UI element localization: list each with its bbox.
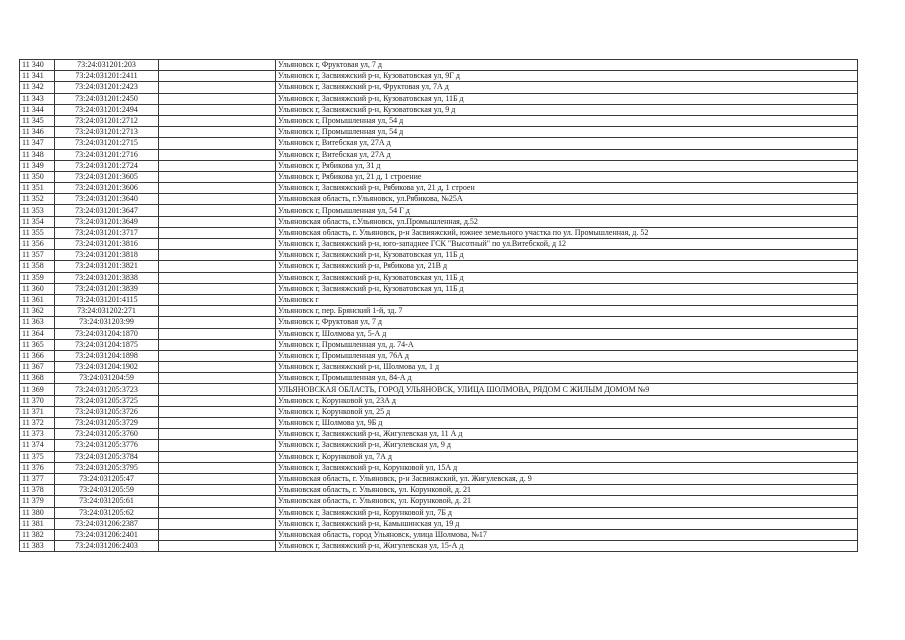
cadastral-number-cell: 73:24:031205:3784 xyxy=(55,451,159,462)
empty-cell xyxy=(159,261,276,272)
cadastral-number-cell: 73:24:031206:2401 xyxy=(55,529,159,540)
table-row xyxy=(20,93,858,104)
table-row xyxy=(20,395,858,406)
empty-cell xyxy=(159,93,276,104)
cadastral-number-cell: 73:24:031204:1870 xyxy=(55,328,159,339)
row-number-cell: 11 382 xyxy=(20,529,55,540)
address-cell: Ульяновск г, Промышленная ул, 54 д xyxy=(276,115,858,126)
address-cell: Ульяновск г, Засвияжский р-н, Фруктовая ул, 7А д xyxy=(276,82,858,93)
table-row xyxy=(20,462,858,473)
empty-cell xyxy=(159,82,276,93)
empty-cell xyxy=(159,507,276,518)
row-number-cell: 11 383 xyxy=(20,541,55,552)
row-number-cell: 11 373 xyxy=(20,429,55,440)
empty-cell xyxy=(159,362,276,373)
row-number-cell: 11 342 xyxy=(20,82,55,93)
table-row xyxy=(20,541,858,552)
table-row xyxy=(20,317,858,328)
address-cell: Ульяновск г, Корунковой ул, 25 д xyxy=(276,406,858,417)
cadastral-number-cell: 73:24:031205:59 xyxy=(55,485,159,496)
cadastral-number-cell: 73:24:031201:3605 xyxy=(55,171,159,182)
cadastral-number-cell: 73:24:031201:2713 xyxy=(55,127,159,138)
cadastral-number-cell: 73:24:031205:3726 xyxy=(55,406,159,417)
cadastral-number-cell: 73:24:031201:3818 xyxy=(55,250,159,261)
row-number-cell: 11 349 xyxy=(20,160,55,171)
cadastral-number-cell: 73:24:031201:2411 xyxy=(55,71,159,82)
empty-cell xyxy=(159,518,276,529)
cadastral-number-cell: 73:24:031205:62 xyxy=(55,507,159,518)
register-rows xyxy=(20,60,858,552)
table-row xyxy=(20,529,858,540)
table-row xyxy=(20,82,858,93)
address-cell: Ульяновск г, Витебская ул, 27А д xyxy=(276,149,858,160)
cadastral-number-cell: 73:24:031206:2403 xyxy=(55,541,159,552)
address-cell: Ульяновская область, г. Ульяновск, р-н Засвияжский, ул. Жигулевская, д. 9 xyxy=(276,473,858,484)
address-cell: Ульяновск г, Рябикова ул, 21 д, 1 строение xyxy=(276,171,858,182)
row-number-cell: 11 345 xyxy=(20,115,55,126)
cadastral-number-cell: 73:24:031201:203 xyxy=(55,60,159,71)
address-cell: Ульяновск г, Промышленная ул, 84-А д xyxy=(276,373,858,384)
table-row xyxy=(20,384,858,395)
address-cell: Ульяновск г, Засвияжский р-н, Жигулевская ул, 15-А д xyxy=(276,541,858,552)
cadastral-number-cell: 73:24:031204:59 xyxy=(55,373,159,384)
row-number-cell: 11 353 xyxy=(20,205,55,216)
address-cell: Ульяновск г, Засвияжский р-н, Корунковой ул, 7Б д xyxy=(276,507,858,518)
address-cell: Ульяновск г, Корунковой ул, 7А д xyxy=(276,451,858,462)
table-row xyxy=(20,194,858,205)
empty-cell xyxy=(159,306,276,317)
row-number-cell: 11 376 xyxy=(20,462,55,473)
address-cell: Ульяновск г, Засвияжский р-н, Корунковой ул, 15А д xyxy=(276,462,858,473)
address-cell: Ульяновск г, Промышленная ул, д. 74-А xyxy=(276,339,858,350)
row-number-cell: 11 357 xyxy=(20,250,55,261)
row-number-cell: 11 366 xyxy=(20,350,55,361)
table-row xyxy=(20,429,858,440)
address-cell: Ульяновск г, Фруктовая ул, 7 д xyxy=(276,60,858,71)
empty-cell xyxy=(159,485,276,496)
address-cell: Ульяновск г, Корунковой ул, 23А д xyxy=(276,395,858,406)
empty-cell xyxy=(159,227,276,238)
cadastral-register-table xyxy=(19,59,858,552)
cadastral-number-cell: 73:24:031205:3776 xyxy=(55,440,159,451)
address-cell: Ульяновск г, Засвияжский р-н, Кузоватовская ул, 9 д xyxy=(276,104,858,115)
row-number-cell: 11 375 xyxy=(20,451,55,462)
row-number-cell: 11 362 xyxy=(20,306,55,317)
row-number-cell: 11 364 xyxy=(20,328,55,339)
cadastral-number-cell: 73:24:031205:3723 xyxy=(55,384,159,395)
address-cell: Ульяновск г, пер. Брянский 1-й, зд. 7 xyxy=(276,306,858,317)
address-cell: Ульяновск г, Промышленная ул, 54 д xyxy=(276,127,858,138)
address-cell: Ульяновск г, Фруктовая ул, 7 д xyxy=(276,317,858,328)
address-cell: Ульяновск г, Шолмова ул, 5-А д xyxy=(276,328,858,339)
empty-cell xyxy=(159,451,276,462)
empty-cell xyxy=(159,473,276,484)
table-row xyxy=(20,171,858,182)
table-row xyxy=(20,485,858,496)
row-number-cell: 11 355 xyxy=(20,227,55,238)
address-cell: Ульяновск г, Засвияжский р-н, Рябикова ул, 21В д xyxy=(276,261,858,272)
cadastral-number-cell: 73:24:031205:3795 xyxy=(55,462,159,473)
address-cell: Ульяновск г, Засвияжский р-н, Кузоватовская ул, 11Б д xyxy=(276,272,858,283)
table-row xyxy=(20,440,858,451)
cadastral-number-cell: 73:24:031201:3649 xyxy=(55,216,159,227)
row-number-cell: 11 347 xyxy=(20,138,55,149)
table-row xyxy=(20,496,858,507)
empty-cell xyxy=(159,384,276,395)
table-row xyxy=(20,239,858,250)
empty-cell xyxy=(159,127,276,138)
row-number-cell: 11 356 xyxy=(20,239,55,250)
address-cell: Ульяновск г, Засвияжский р-н, Рябикова ул, 21 д, 1 строен xyxy=(276,183,858,194)
empty-cell xyxy=(159,71,276,82)
table-row xyxy=(20,306,858,317)
cadastral-number-cell: 73:24:031201:3821 xyxy=(55,261,159,272)
cadastral-number-cell: 73:24:031201:3717 xyxy=(55,227,159,238)
address-cell: Ульяновск г, Промышленная ул, 54 Г д xyxy=(276,205,858,216)
empty-cell xyxy=(159,183,276,194)
empty-cell xyxy=(159,328,276,339)
row-number-cell: 11 363 xyxy=(20,317,55,328)
table-row xyxy=(20,507,858,518)
table-row xyxy=(20,127,858,138)
address-cell: Ульяновск г, Засвияжский р-н, Кузоватовская ул, 11Б д xyxy=(276,283,858,294)
row-number-cell: 11 350 xyxy=(20,171,55,182)
empty-cell xyxy=(159,395,276,406)
cadastral-number-cell: 73:24:031201:2724 xyxy=(55,160,159,171)
register-sheet xyxy=(19,59,858,552)
table-row xyxy=(20,272,858,283)
table-row xyxy=(20,328,858,339)
empty-cell xyxy=(159,60,276,71)
cadastral-number-cell: 73:24:031201:2716 xyxy=(55,149,159,160)
empty-cell xyxy=(159,496,276,507)
cadastral-number-cell: 73:24:031202:271 xyxy=(55,306,159,317)
empty-cell xyxy=(159,440,276,451)
empty-cell xyxy=(159,216,276,227)
address-cell: Ульяновская область, г. Ульяновск, ул. Корунковой, д. 21 xyxy=(276,496,858,507)
address-cell: Ульяновск г, Засвияжский р-н, Камышинская ул, 19 д xyxy=(276,518,858,529)
empty-cell xyxy=(159,250,276,261)
row-number-cell: 11 371 xyxy=(20,406,55,417)
address-cell: Ульяновск г, Засвияжский р-н, Шолмова ул, 1 д xyxy=(276,362,858,373)
table-row xyxy=(20,205,858,216)
row-number-cell: 11 343 xyxy=(20,93,55,104)
empty-cell xyxy=(159,272,276,283)
row-number-cell: 11 360 xyxy=(20,283,55,294)
row-number-cell: 11 370 xyxy=(20,395,55,406)
cadastral-number-cell: 73:24:031201:4115 xyxy=(55,294,159,305)
table-row xyxy=(20,350,858,361)
empty-cell xyxy=(159,283,276,294)
cadastral-number-cell: 73:24:031201:3606 xyxy=(55,183,159,194)
cadastral-number-cell: 73:24:031203:99 xyxy=(55,317,159,328)
cadastral-number-cell: 73:24:031204:1902 xyxy=(55,362,159,373)
empty-cell xyxy=(159,149,276,160)
cadastral-number-cell: 73:24:031201:3816 xyxy=(55,239,159,250)
empty-cell xyxy=(159,138,276,149)
cadastral-number-cell: 73:24:031205:47 xyxy=(55,473,159,484)
empty-cell xyxy=(159,294,276,305)
address-cell: Ульяновск г xyxy=(276,294,858,305)
cadastral-number-cell: 73:24:031201:2715 xyxy=(55,138,159,149)
table-row xyxy=(20,518,858,529)
empty-cell xyxy=(159,160,276,171)
address-cell: Ульяновск г, Промышленная ул, 76А д xyxy=(276,350,858,361)
row-number-cell: 11 378 xyxy=(20,485,55,496)
row-number-cell: 11 340 xyxy=(20,60,55,71)
empty-cell xyxy=(159,406,276,417)
empty-cell xyxy=(159,194,276,205)
table-row xyxy=(20,160,858,171)
row-number-cell: 11 341 xyxy=(20,71,55,82)
cadastral-number-cell: 73:24:031205:61 xyxy=(55,496,159,507)
row-number-cell: 11 346 xyxy=(20,127,55,138)
cadastral-number-cell: 73:24:031201:3640 xyxy=(55,194,159,205)
empty-cell xyxy=(159,104,276,115)
row-number-cell: 11 369 xyxy=(20,384,55,395)
cadastral-number-cell: 73:24:031205:3725 xyxy=(55,395,159,406)
empty-cell xyxy=(159,317,276,328)
row-number-cell: 11 352 xyxy=(20,194,55,205)
cadastral-number-cell: 73:24:031201:2450 xyxy=(55,93,159,104)
table-row xyxy=(20,451,858,462)
table-row xyxy=(20,373,858,384)
row-number-cell: 11 344 xyxy=(20,104,55,115)
row-number-cell: 11 380 xyxy=(20,507,55,518)
empty-cell xyxy=(159,529,276,540)
table-row xyxy=(20,362,858,373)
table-row xyxy=(20,115,858,126)
cadastral-number-cell: 73:24:031201:3838 xyxy=(55,272,159,283)
row-number-cell: 11 381 xyxy=(20,518,55,529)
cadastral-number-cell: 73:24:031205:3760 xyxy=(55,429,159,440)
empty-cell xyxy=(159,339,276,350)
address-cell: Ульяновская область, город Ульяновск, улица Шолмова, №17 xyxy=(276,529,858,540)
cadastral-number-cell: 73:24:031204:1875 xyxy=(55,339,159,350)
address-cell: Ульяновск г, Засвияжский р-н, юго-западнее ГСК "Высотный" по ул.Витебской, д 12 xyxy=(276,239,858,250)
empty-cell xyxy=(159,115,276,126)
address-cell: Ульяновск г, Рябикова ул, 31 д xyxy=(276,160,858,171)
table-row xyxy=(20,406,858,417)
row-number-cell: 11 365 xyxy=(20,339,55,350)
row-number-cell: 11 361 xyxy=(20,294,55,305)
cadastral-number-cell: 73:24:031201:2423 xyxy=(55,82,159,93)
table-row xyxy=(20,294,858,305)
table-row xyxy=(20,339,858,350)
row-number-cell: 11 351 xyxy=(20,183,55,194)
cadastral-number-cell: 73:24:031201:2712 xyxy=(55,115,159,126)
empty-cell xyxy=(159,373,276,384)
row-number-cell: 11 358 xyxy=(20,261,55,272)
address-cell: Ульяновск г, Витебская ул, 27А д xyxy=(276,138,858,149)
address-cell: Ульяновская область, г. Ульяновск, ул. Корунковой, д. 21 xyxy=(276,485,858,496)
table-row xyxy=(20,227,858,238)
row-number-cell: 11 354 xyxy=(20,216,55,227)
cadastral-number-cell: 73:24:031201:2494 xyxy=(55,104,159,115)
cadastral-number-cell: 73:24:031201:3647 xyxy=(55,205,159,216)
row-number-cell: 11 377 xyxy=(20,473,55,484)
table-row xyxy=(20,261,858,272)
table-row xyxy=(20,283,858,294)
cadastral-number-cell: 73:24:031205:3729 xyxy=(55,418,159,429)
address-cell: Ульяновская область, г.Ульяновск, ул.Промышленная, д.52 xyxy=(276,216,858,227)
empty-cell xyxy=(159,429,276,440)
empty-cell xyxy=(159,418,276,429)
address-cell: УЛЬЯНОВСКАЯ ОБЛАСТЬ, ГОРОД УЛЬЯНОВСК, УЛИЦА ШОЛМОВА, РЯДОМ С ЖИЛЫМ ДОМОМ №9 xyxy=(276,384,858,395)
cadastral-number-cell: 73:24:031204:1898 xyxy=(55,350,159,361)
table-row xyxy=(20,216,858,227)
address-cell: Ульяновск г, Засвияжский р-н, Жигулевская ул, 9 д xyxy=(276,440,858,451)
empty-cell xyxy=(159,171,276,182)
row-number-cell: 11 367 xyxy=(20,362,55,373)
empty-cell xyxy=(159,541,276,552)
table-row xyxy=(20,138,858,149)
empty-cell xyxy=(159,205,276,216)
row-number-cell: 11 348 xyxy=(20,149,55,160)
table-row xyxy=(20,71,858,82)
row-number-cell: 11 372 xyxy=(20,418,55,429)
address-cell: Ульяновская область, г.Ульяновск, ул.Рябикова, №25А xyxy=(276,194,858,205)
row-number-cell: 11 359 xyxy=(20,272,55,283)
empty-cell xyxy=(159,462,276,473)
cadastral-number-cell: 73:24:031206:2387 xyxy=(55,518,159,529)
table-row xyxy=(20,60,858,71)
row-number-cell: 11 379 xyxy=(20,496,55,507)
address-cell: Ульяновск г, Шолмова ул, 9Б д xyxy=(276,418,858,429)
table-row xyxy=(20,250,858,261)
table-row xyxy=(20,183,858,194)
empty-cell xyxy=(159,239,276,250)
address-cell: Ульяновск г, Засвияжский р-н, Кузоватовская ул, 9Г д xyxy=(276,71,858,82)
row-number-cell: 11 374 xyxy=(20,440,55,451)
empty-cell xyxy=(159,350,276,361)
address-cell: Ульяновская область, г. Ульяновск, р-н Засвияжский, южнее земельного участка по ул. Промышленная, д. 52 xyxy=(276,227,858,238)
table-row xyxy=(20,104,858,115)
address-cell: Ульяновск г, Засвияжский р-н, Жигулевская ул, 11 А д xyxy=(276,429,858,440)
cadastral-number-cell: 73:24:031201:3839 xyxy=(55,283,159,294)
row-number-cell: 11 368 xyxy=(20,373,55,384)
table-row xyxy=(20,149,858,160)
address-cell: Ульяновск г, Засвияжский р-н, Кузоватовская ул, 11Б д xyxy=(276,93,858,104)
address-cell: Ульяновск г, Засвияжский р-н, Кузоватовская ул, 11Б д xyxy=(276,250,858,261)
table-row xyxy=(20,418,858,429)
table-row xyxy=(20,473,858,484)
